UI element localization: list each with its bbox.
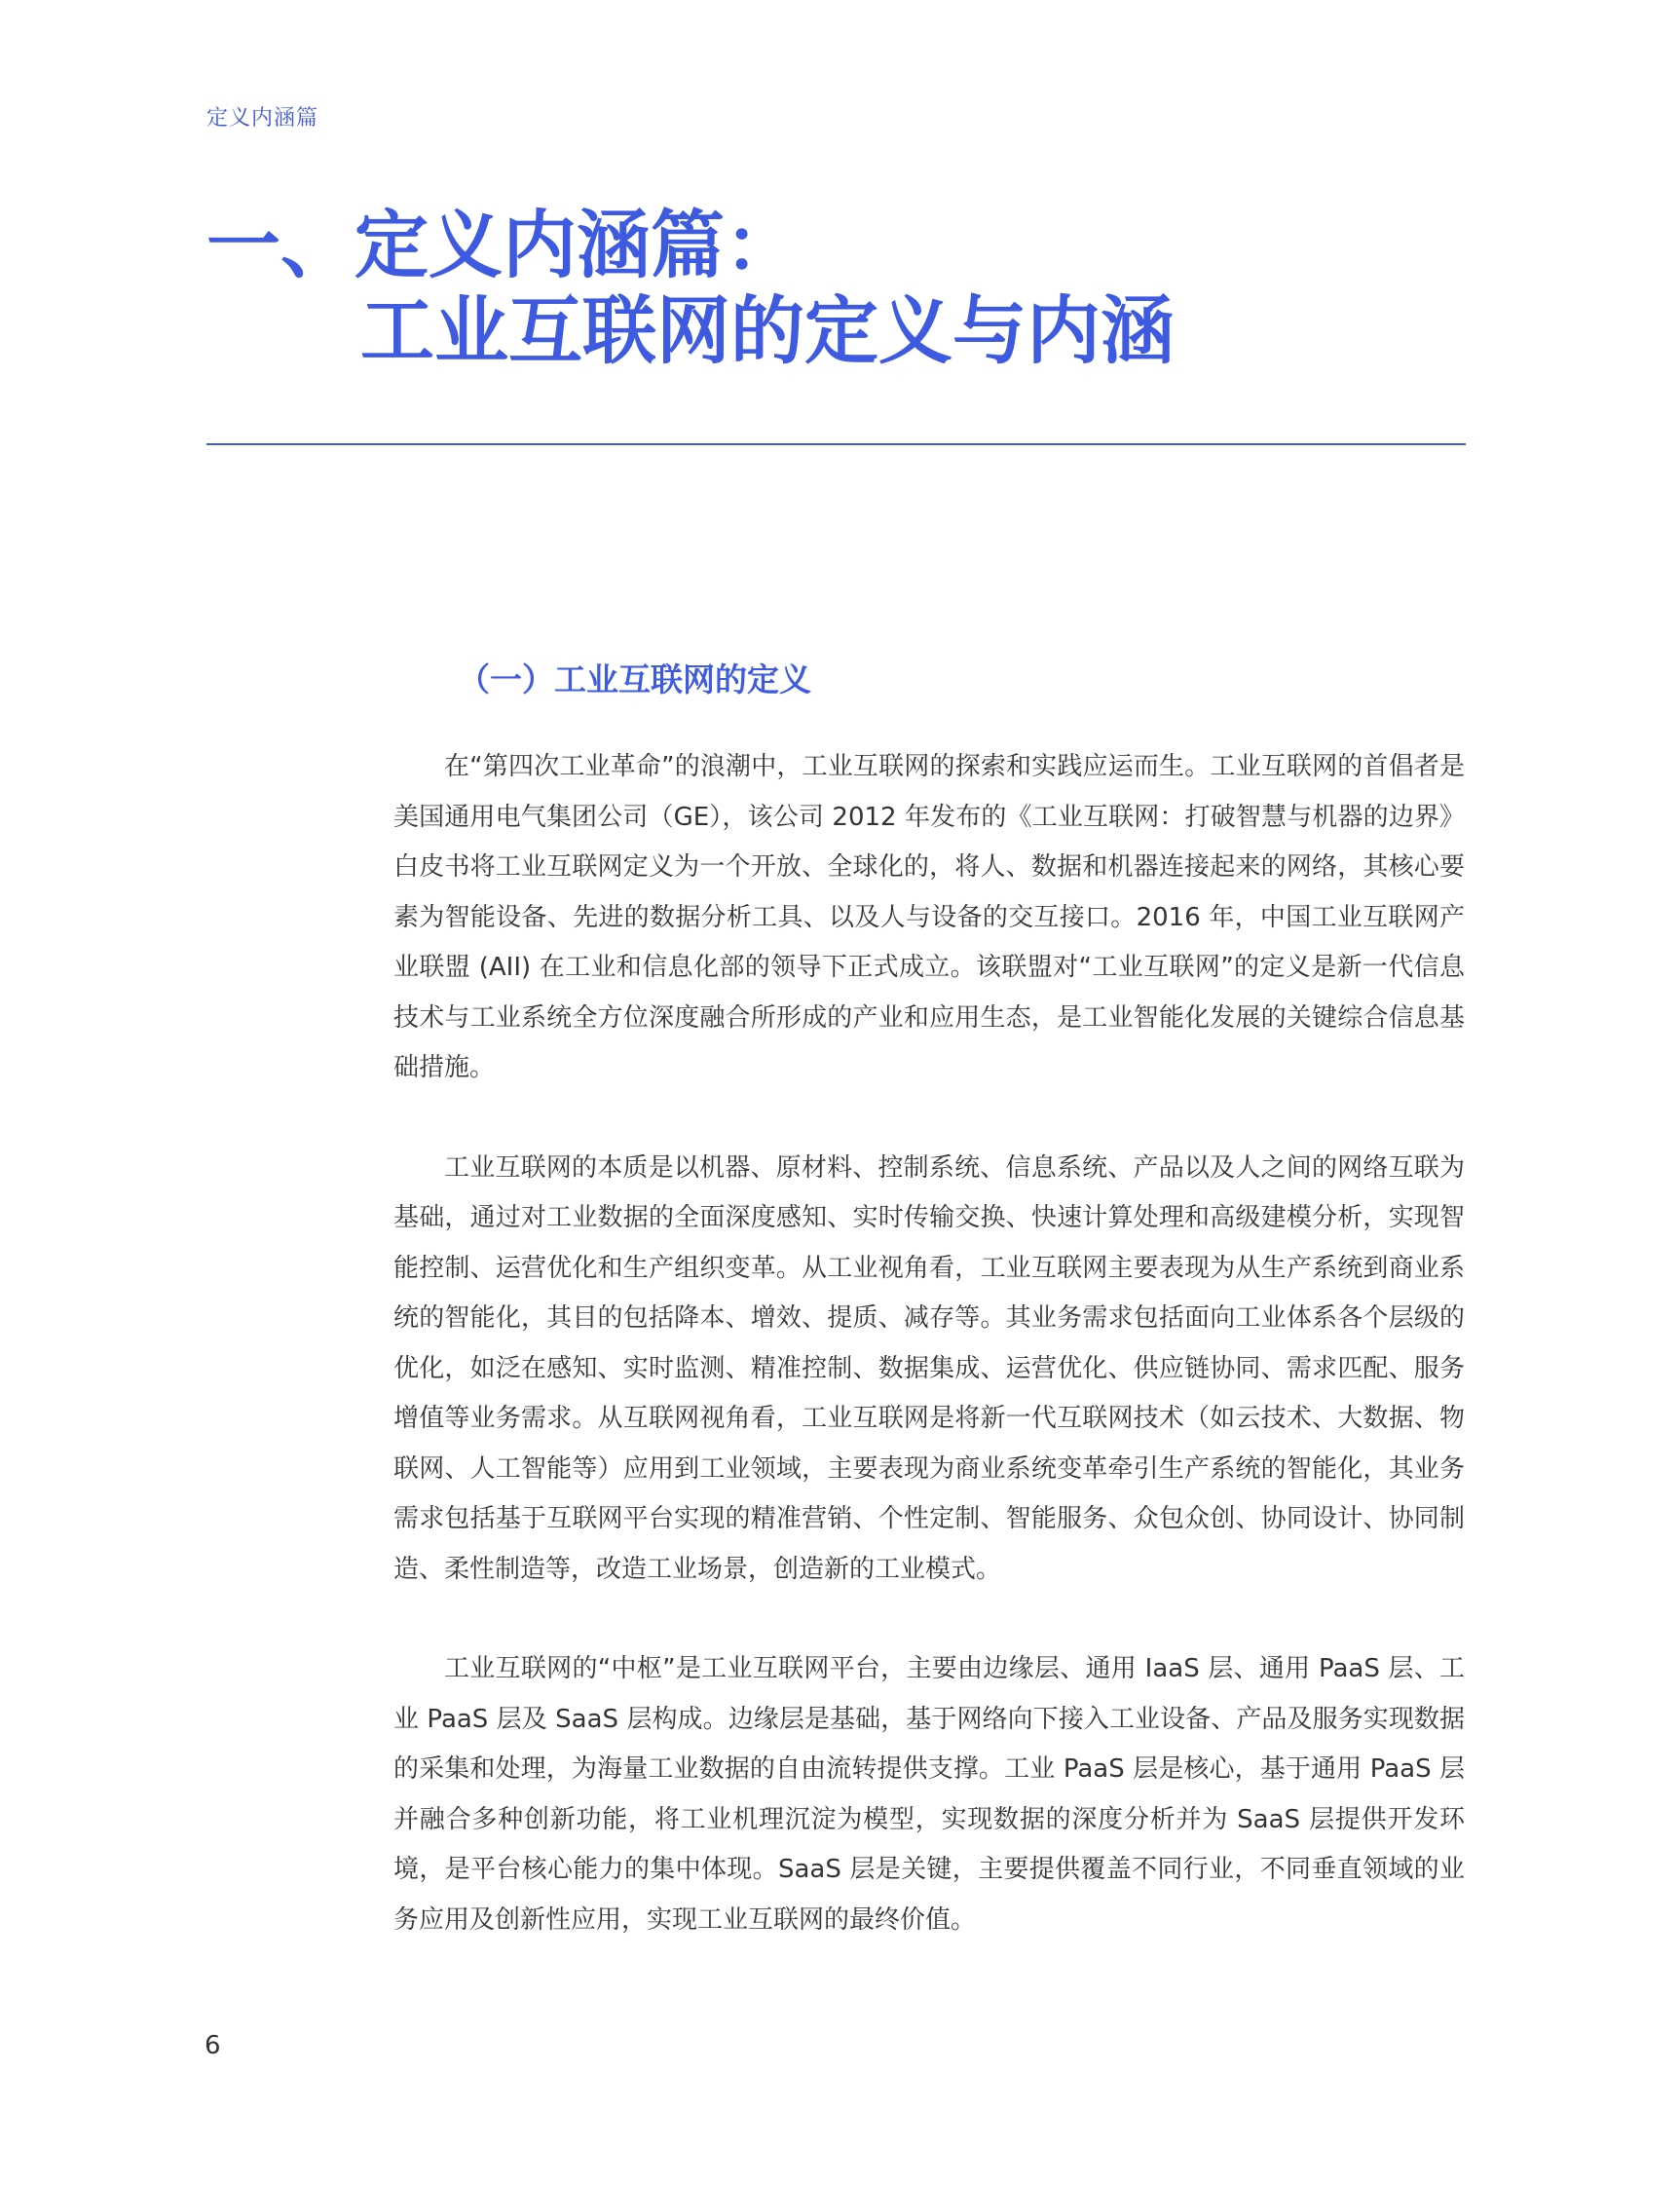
paragraph-3: 工业互联网的“中枢”是工业互联网平台，主要由边缘层、通用 IaaS 层、通用 PaaS 层、工业 PaaS 层及 SaaS 层构成。边缘层是基础，基于网络向下接入工业设备、产品及服务实现数据的采集和处理，为海量工业数据的自由流转提供支撑。工业 PaaS 层是核心，基于通用 PaaS 层并融合多种创新功能，将工业机理沉淀为模型，实现数据的深度分析并为 SaaS 层提供开发环境，是平台核心能力的集中体现。SaaS 层是关键，主要提供覆盖不同行业，不同垂直领域的业务应用及创新性应用，实现工业互联网的最终价值。: [393, 1654, 1465, 1935]
chapter-title: [206, 203, 1175, 374]
title-divider: [206, 443, 1466, 445]
body-text: [393, 742, 1465, 1995]
section-heading: （一）工业互联网的定义: [458, 660, 811, 698]
page-number: 6: [205, 2031, 221, 2060]
running-header: 定义内涵篇: [206, 106, 319, 131]
paragraph-2: 工业互联网的本质是以机器、原材料、控制系统、信息系统、产品以及人之间的网络互联为基础，通过对工业数据的全面深度感知、实时传输交换、快速计算处理和高级建模分析，实现智能控制、运营优化和生产组织变革。从工业视角看，工业互联网主要表现为从生产系统到商业系统的智能化，其目的包括降本、增效、提质、减存等。其业务需求包括面向工业体系各个层级的优化，如泛在感知、实时监测、精准控制、数据集成、运营优化、供应链协同、需求匹配、服务增值等业务需求。从互联网视角看，工业互联网是将新一代互联网技术（如云技术、大数据、物联网、人工智能等）应用到工业领域，主要表现为商业系统变革牵引生产系统的智能化，其业务需求包括基于互联网平台实现的精准营销、个性定制、智能服务、众包众创、协同设计、协同制造、柔性制造等，改造工业场景，创造新的工业模式。: [393, 1152, 1465, 1584]
paragraph-1: 在“第四次工业革命”的浪潮中，工业互联网的探索和实践应运而生。工业互联网的首倡者是美国通用电气集团公司（GE），该公司 2012 年发布的《工业互联网：打破智慧与机器的边界》白皮书将工业互联网定义为一个开放、全球化的，将人、数据和机器连接起来的网络，其核心要素为智能设备、先进的数据分析工具、以及人与设备的交互接口。2016 年，中国工业互联网产业联盟 (AII) 在工业和信息化部的领导下正式成立。该联盟对“工业互联网”的定义是新一代信息技术与工业系统全方位深度融合所形成的产业和应用生态，是工业智能化发展的关键综合信息基础措施。: [393, 752, 1465, 1082]
chapter-title-line2: 工业互联网的定义与内涵: [360, 287, 1175, 374]
chapter-title-line1: 一、定义内涵篇：: [206, 202, 799, 288]
